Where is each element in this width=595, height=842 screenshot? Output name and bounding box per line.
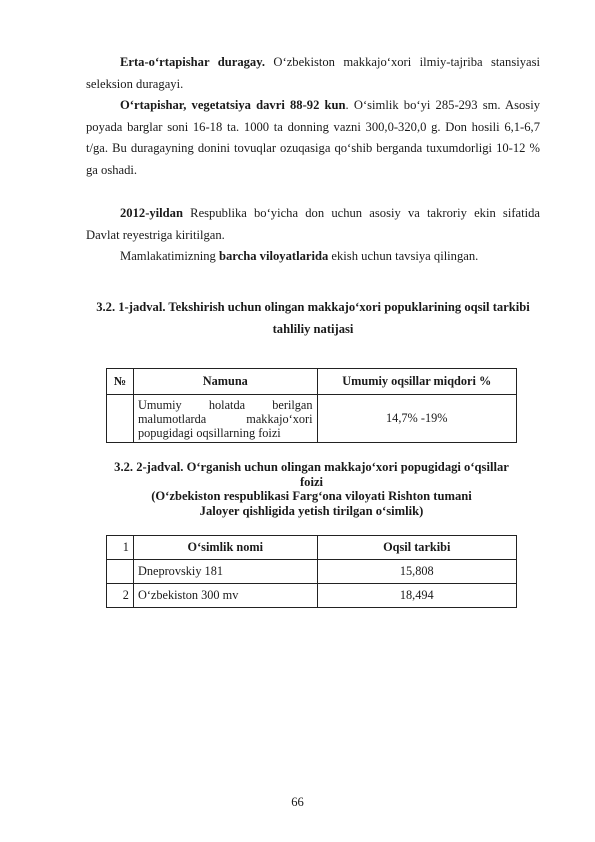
table2-header-row — [107, 536, 517, 560]
table2-header-name: O‘simlik nomi — [133, 536, 317, 560]
table-row — [107, 560, 517, 584]
vegetation-period: O‘rtapishar, vegetatsiya davri 88-92 kun — [120, 98, 346, 112]
table2-caption-line3: Jaloyer qishligida yetish tirilgan o‘simlik) — [199, 503, 424, 518]
hybrid-description: O‘zbekiston makkajo‘xori ilmiy-tajriba stansiyasi seleksion duragayi. — [86, 55, 541, 91]
table1-header-sample: Namuna — [133, 369, 317, 395]
recommendation-post: ekish uchun tavsiya qilingan. — [328, 249, 479, 263]
table1-cell-num — [107, 395, 134, 443]
table1-cell-value: 14,7% -19% — [317, 395, 516, 443]
table-row — [107, 395, 517, 443]
recommendation-regions: barcha viloyatlarida — [218, 249, 329, 263]
table2-caption-line2: (O‘zbekiston respublikasi Farg‘ona viloyati Rishton tumani — [151, 489, 472, 503]
table1-cell-sample: Umumiy holatda berilgan malumotlarda makkajo‘xori popugidagi oqsillarning foizi — [133, 395, 317, 443]
page-number: 66 — [291, 795, 304, 809]
paragraph-recommendation — [86, 246, 540, 268]
table1-caption-line1: 3.2. 1-jadval. Tekshirish uchun olingan makkajo‘xori popuklarining oqsil tarkibi — [96, 300, 530, 314]
table1-header-num: № — [107, 369, 134, 395]
table2-cell-name: Dneprovskiy 181 — [133, 560, 317, 584]
hybrid-name: Erta-o‘rtapishar duragay. — [120, 55, 265, 69]
table2-cell-num — [107, 560, 134, 584]
table1-header-row — [107, 369, 517, 395]
table2-caption — [106, 460, 517, 518]
table2-cell-value: 15,808 — [317, 560, 516, 584]
registry-details: Respublika bo‘yicha don uchun asosiy va takroriy ekin sifatida Davlat reyestriga kiritilgan. — [86, 206, 540, 242]
registry-year: 2012-yildan — [120, 206, 183, 220]
paragraph-vegetation — [86, 95, 540, 181]
table2-cell-num: 2 — [107, 584, 134, 608]
table-row — [107, 584, 517, 608]
table2 — [106, 535, 517, 608]
table1-caption — [86, 297, 540, 340]
paragraph-registry — [86, 203, 540, 246]
table2-caption-line1: 3.2. 2-jadval. O‘rganish uchun olingan makkajo‘xori popugidagi o‘qsillar foizi — [114, 460, 509, 489]
vegetation-details: . O‘simlik bo‘yi 285-293 sm. Asosiy poyada barglar soni 16-18 ta. 1000 ta donning vazni 300,0-320,0 g. Don hosili 6,1-6,7 t/ga. Bu duragayning donini tovuqlar ozuqasiga qo‘shib berganda tuxumdorligi 10-12 % ga oshadi. — [86, 98, 540, 177]
table1-header-value: Umumiy oqsillar miqdori % — [317, 369, 516, 395]
recommendation-pre: Mamlakatimizning — [120, 249, 219, 263]
table2-cell-value: 18,494 — [317, 584, 516, 608]
table1-caption-line2: tahliliy natijasi — [272, 321, 354, 336]
table2-header-value: Oqsil tarkibi — [317, 536, 516, 560]
table2-cell-name: O‘zbekiston 300 mv — [133, 584, 317, 608]
table2-header-num: 1 — [107, 536, 134, 560]
table1 — [106, 368, 517, 443]
paragraph-hybrid-intro — [86, 52, 540, 95]
